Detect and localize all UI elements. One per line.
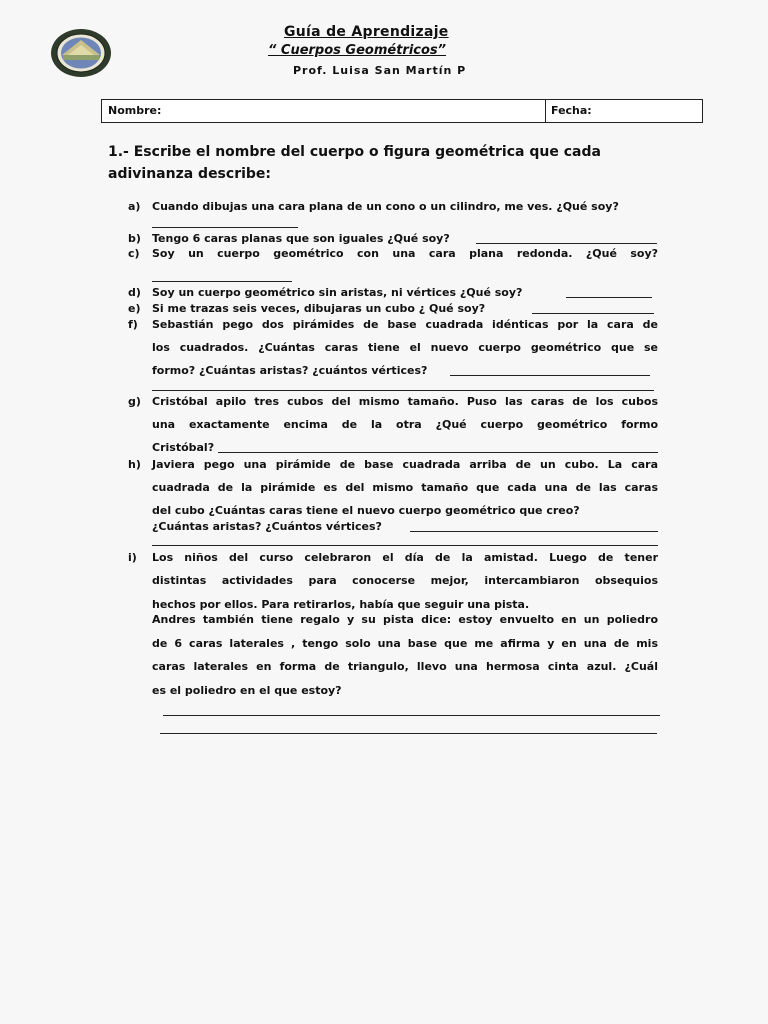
date-field[interactable] bbox=[546, 100, 702, 122]
item-label: a) bbox=[128, 200, 141, 213]
riddle-text-line1: Los niños del curso celebraron el día de la amistad. Luego de tener bbox=[152, 551, 658, 564]
riddle-text-line5: de 6 caras laterales , tengo solo una base que me afirma y en una de mis bbox=[152, 637, 658, 650]
answer-line[interactable] bbox=[476, 243, 657, 244]
name-label: Nombre: bbox=[108, 104, 162, 117]
item-label: c) bbox=[128, 247, 140, 260]
question-title bbox=[108, 141, 668, 185]
riddle-text-line1: Sebastián pego dos pirámides de base cuadrada idénticas por la cara de bbox=[152, 318, 658, 331]
riddle-text-line1: Cristóbal apilo tres cubos del mismo tamaño. Puso las caras de los cubos bbox=[152, 395, 658, 408]
answer-line-final-1[interactable] bbox=[163, 715, 660, 716]
item-label: b) bbox=[128, 232, 141, 245]
answer-line[interactable] bbox=[152, 545, 658, 546]
riddle-text-line3: hechos por ellos. Para retirarlos, había que seguir una pista. bbox=[152, 598, 530, 611]
page-subtitle: “ Cuerpos Geométricos” bbox=[268, 43, 447, 58]
item-label: f) bbox=[128, 318, 138, 331]
riddle-text-line4: ¿Cuántas aristas? ¿Cuántos vértices? bbox=[152, 520, 382, 533]
riddle-i bbox=[128, 551, 658, 701]
school-logo bbox=[50, 28, 112, 78]
riddle-text-line2: una exactamente encima de la otra ¿Qué cuerpo geométrico formo bbox=[152, 418, 658, 431]
riddle-text-line2: cuadrada de la pirámide es del mismo tamaño que cada una de las caras bbox=[152, 481, 658, 494]
riddle-f bbox=[128, 318, 658, 394]
answer-line[interactable] bbox=[218, 452, 658, 453]
name-field[interactable] bbox=[102, 100, 546, 122]
question-title-line2: adivinanza describe: bbox=[108, 166, 272, 182]
riddle-text-line4: Andres también tiene regalo y su pista dice: estoy envuelto en un poliedro bbox=[152, 613, 658, 626]
answer-line[interactable] bbox=[566, 297, 652, 298]
riddle-c bbox=[128, 247, 658, 287]
riddle-text-line6: caras laterales en forma de triangulo, llevo una hermosa cinta azul. ¿Cuál bbox=[152, 660, 658, 673]
riddle-text-line1: Javiera pego una pirámide de base cuadrada arriba de un cubo. La cara bbox=[152, 458, 658, 471]
riddle-text-line3: Cristóbal? bbox=[152, 441, 215, 454]
name-date-box bbox=[101, 99, 703, 123]
riddle-d bbox=[128, 286, 658, 302]
author-line: Prof. Luisa San Martín P bbox=[293, 64, 467, 77]
riddle-e bbox=[128, 302, 658, 318]
answer-line-final-2[interactable] bbox=[160, 733, 657, 734]
item-label: g) bbox=[128, 395, 141, 408]
answer-line[interactable] bbox=[152, 390, 654, 391]
answer-line[interactable] bbox=[152, 227, 298, 228]
question-title-line1: 1.- Escribe el nombre del cuerpo o figura geométrica que cada bbox=[108, 144, 601, 160]
answer-line[interactable] bbox=[152, 281, 292, 282]
item-label: h) bbox=[128, 458, 141, 471]
riddle-text: Soy un cuerpo geométrico sin aristas, ni vértices ¿Qué soy? bbox=[152, 286, 523, 299]
answer-line[interactable] bbox=[410, 531, 658, 532]
riddle-text-line3: del cubo ¿Cuántas caras tiene el nuevo cuerpo geométrico que creo? bbox=[152, 504, 580, 517]
answer-line[interactable] bbox=[532, 313, 654, 314]
item-label: i) bbox=[128, 551, 137, 564]
riddle-text: Si me trazas seis veces, dibujaras un cubo ¿ Qué soy? bbox=[152, 302, 486, 315]
answer-line[interactable] bbox=[450, 375, 650, 376]
date-label: Fecha: bbox=[551, 104, 592, 117]
item-label: d) bbox=[128, 286, 141, 299]
riddle-text-line2: distintas actividades para conocerse mejor, intercambiaron obsequios bbox=[152, 574, 658, 587]
riddle-b bbox=[128, 232, 658, 248]
page-title: Guía de Aprendizaje bbox=[284, 24, 449, 40]
item-label: e) bbox=[128, 302, 141, 315]
riddle-text: Soy un cuerpo geométrico con una cara plana redonda. ¿Qué soy? bbox=[152, 247, 658, 260]
riddle-h bbox=[128, 458, 658, 548]
riddle-text-line2: los cuadrados. ¿Cuántas caras tiene el nuevo cuerpo geométrico que se bbox=[152, 341, 658, 354]
riddle-text-line7: es el poliedro en el que estoy? bbox=[152, 684, 342, 697]
riddle-text: Cuando dibujas una cara plana de un cono o un cilindro, me ves. ¿Qué soy? bbox=[152, 200, 619, 213]
riddle-text: Tengo 6 caras planas que son iguales ¿Qué soy? bbox=[152, 232, 450, 245]
riddle-g bbox=[128, 395, 658, 457]
riddle-text-line3: formo? ¿Cuántas aristas? ¿cuántos vértices? bbox=[152, 364, 428, 377]
